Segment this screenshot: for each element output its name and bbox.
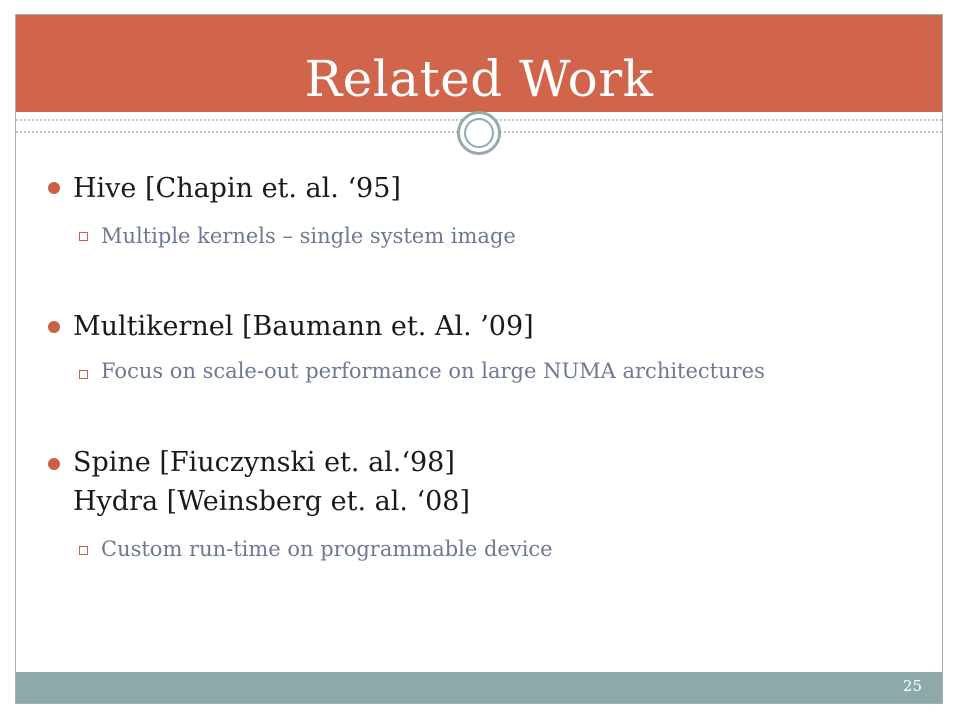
title-bar <box>16 15 942 112</box>
bullet-hive: Hive [Chapin et. al. ‘95] <box>73 173 401 204</box>
sub-bullet-square-icon <box>79 370 88 379</box>
bullet-multikernel: Multikernel [Baumann et. Al. ’09] <box>73 311 534 342</box>
sub-bullet-multikernel: Focus on scale-out performance on large NUMA architectures <box>101 359 765 383</box>
bullet-dot-icon <box>48 182 60 194</box>
page-number: 25 <box>902 677 922 695</box>
sub-bullet-square-icon <box>79 546 88 555</box>
bullet-spine: Spine [Fiuczynski et. al.‘98] <box>73 447 455 478</box>
divider-circle-ornament <box>457 111 501 155</box>
sub-bullet-square-icon <box>79 232 88 241</box>
slide-title: Related Work <box>304 50 654 108</box>
bullet-hydra: Hydra [Weinsberg et. al. ‘08] <box>73 486 471 517</box>
bullet-dot-icon <box>48 458 60 470</box>
bullet-dot-icon <box>48 321 60 333</box>
footer-bar <box>16 672 942 703</box>
sub-bullet-hive: Multiple kernels – single system image <box>101 224 516 248</box>
sub-bullet-spine-hydra: Custom run-time on programmable device <box>101 537 553 561</box>
